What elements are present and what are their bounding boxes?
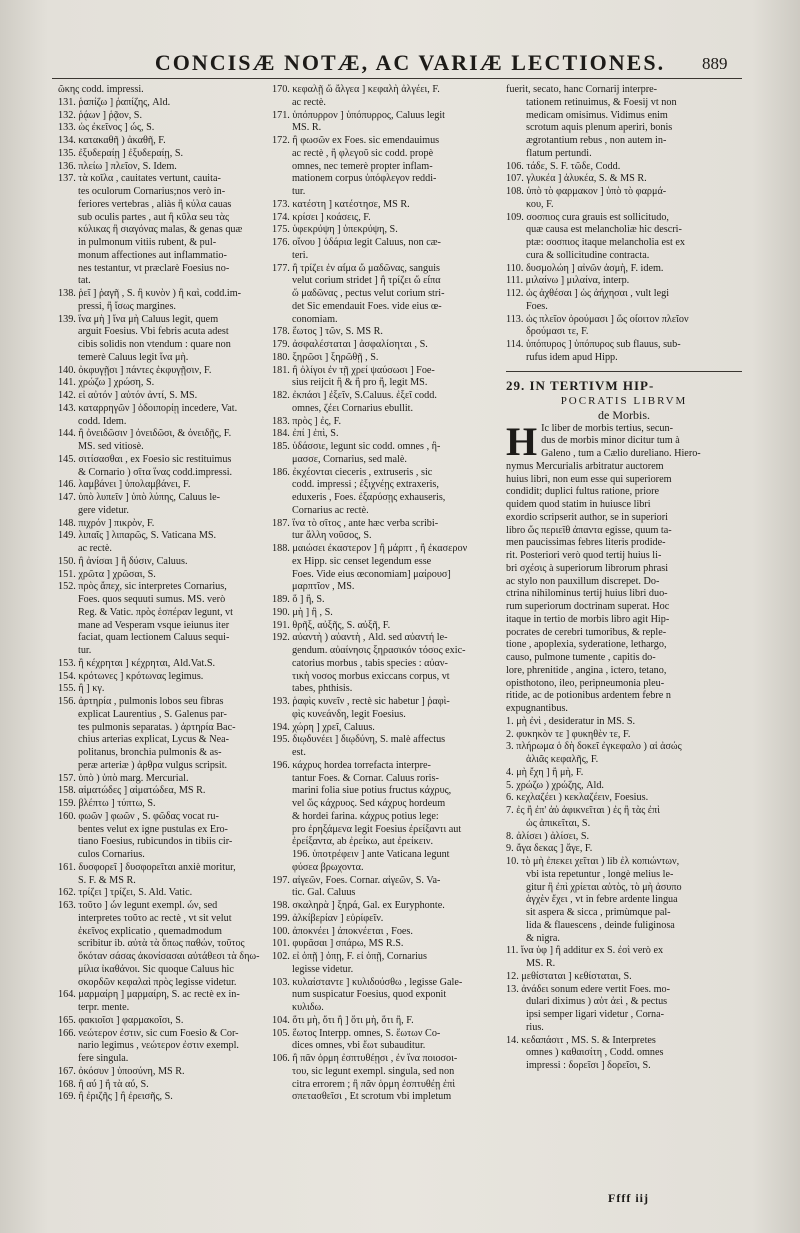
text-line: num suspicatur Foesius, quod exponit — [292, 989, 447, 1001]
text-line: rufus idem apud Hipp. — [526, 351, 618, 363]
text-line: δρούμασι τε, F. — [526, 326, 589, 338]
text-line: 149. λιπαῖς ] λιπαρῶς, S. Vaticana MS. — [58, 530, 217, 542]
text-line: 139. ἵνα μὴ ] ἵνα μὴ Caluus legit, quem — [58, 313, 219, 325]
text-line: 144. ἢ ὀνειδῶσιν ] ὀνειδῶσι, & ὀνειδῇς, F. — [58, 428, 232, 440]
text-line: 162. τρίζει ] τρίζει, S. Ald. Vatic. — [58, 887, 193, 899]
text-line: exordio scripserit author, se in superiori — [506, 511, 668, 523]
text-line: omnes ) καθαισίτη , Codd. omnes — [526, 1047, 664, 1059]
text-line: 175. ὑφεκρύψη ] ὑπεκρύψη, S. — [272, 224, 398, 236]
text-line: 172. ἢ φωσῶν ex Foes. sic emendauimus — [272, 135, 440, 146]
text-line: faciat, quam lectionem Caluus sequi- — [78, 632, 230, 644]
text-line: conomiam. — [292, 313, 338, 325]
text-line: mane ad Vesperam vsque ieiunus iter — [78, 619, 230, 631]
text-line: 189. ὅ ] ἢ, S. — [272, 594, 325, 605]
text-line: Foes. Vide eius œconomiam] μαίρουσ] — [292, 568, 451, 580]
text-line: 134. κατακαθῆ ) ἀκαθῆ, F. — [58, 135, 166, 146]
text-line: 111. μιλαίνω ] μιλαίνα, interp. — [506, 275, 630, 287]
text-line: μασσε, Cornarius, sed malè. — [292, 453, 407, 465]
text-line: 164. μαρμαίρη ] μαρμαίρη, S. ac rectè ex in- — [58, 989, 240, 1001]
text-line: bentes velut ex igne pustulas ex Ero- — [78, 823, 228, 835]
text-line: 2. φυκηκὸν τε ] φυκηθὲν τε, F. — [506, 728, 631, 740]
text-line: ritide, ac de potionibus ardentem febre n — [506, 690, 671, 702]
text-line: rum superiorum doctrinam superat. Hoc — [506, 601, 670, 612]
text-line: 9. ἄγα δεκας ] ἄγε, F. — [506, 843, 593, 855]
text-line: det Sic emendauit Foes. vide eius œ- — [292, 300, 442, 312]
text-line: Foes. — [526, 300, 548, 312]
text-line: 197. αἰγεῶν, Foes. Cornar. αἰγεῶν, S. Va- — [272, 874, 441, 886]
text-line: rius. — [526, 1021, 544, 1033]
text-line: interpretes τοῦτο ac rectè , vt sit velut — [78, 912, 232, 924]
text-line: sit aspera & sicca , primùmque pal- — [526, 907, 671, 918]
text-line: σπετασθεῖσι , Et scrotum vbi impletum — [292, 1091, 452, 1103]
text-line: κου, F. — [526, 198, 554, 210]
drop-cap: H — [506, 418, 538, 464]
text-line: fuerit, secato, hanc Cornarij interpre- — [506, 84, 658, 95]
text-line: condidit; duplici fultus ratione, priore — [506, 486, 660, 498]
text-line: ex Hipp. sic censet legendum esse — [292, 555, 432, 567]
text-line: feriores vertebras , aliàs ἢ κύλα cauas — [78, 198, 232, 210]
text-line: citra errorem ; ἢ πᾶν ὁρμη ἐσπτυθέῃ ἐπὶ — [292, 1078, 456, 1090]
text-line: in pulmonum vitiis rubent, & pul- — [78, 237, 217, 248]
text-line: 194. χώρη ] χρεῖ, Caluus. — [272, 721, 375, 733]
text-line: 173. κατέστη ] κατέστησε, MS R. — [272, 198, 410, 210]
text-line: est. — [292, 747, 306, 758]
text-line: dices omnes, vbi ἕωτ subauditur. — [292, 1040, 426, 1052]
text-line: 150. ἢ ἀνίσαι ] ἢ δύσιν, Caluus. — [58, 555, 188, 567]
text-line: Galeno , tum a Cælio dureliano. Hiero- — [541, 448, 701, 459]
text-line: chius arterias explicat, Lycus & Nea- — [78, 734, 230, 746]
text-line: 171. ὑπόπυρρον ] ὑπόπυρρος, Caluus legit — [272, 109, 446, 121]
text-line: 170. κεφαλῇ ὥ ἄλγεα ] κεφαλὴ ἀλγέει, F. — [272, 84, 440, 95]
text-line: mationem corpus ὑπόφλεγον reddi- — [292, 173, 437, 185]
text-line: 176. οἴνου ] ὑδάρια legit Caluus, non cæ- — [272, 237, 441, 248]
text-line: temerè Caluus legit ἵνα μὴ. — [78, 351, 189, 363]
section-subtitle: POCRATIS LIBRVM — [560, 394, 688, 407]
page-number: 889 — [702, 54, 728, 73]
text-line: 8. ἀλίσει ) ἀλίσει, S. — [506, 830, 590, 842]
text-line: 102. εἰ ὁπῇ ] ὁπῃ, F. εἰ ὁπῇ, Cornarius — [272, 951, 427, 962]
column-left — [58, 84, 270, 1104]
text-line: itaque in tertio de morbis libro agit Hip- — [506, 613, 670, 625]
text-line: 198. σκαληρὰ ] ξηρά, Gal. ex Euryphonte. — [272, 900, 445, 911]
text-line: tes oculorum Cornarius;nos verò in- — [78, 186, 226, 197]
text-line: 155. ἢ ] κγ. — [58, 683, 105, 695]
text-line: 152. πρὸς ἄπεχ, sic interpretes Cornarius, — [58, 581, 227, 593]
text-line: ac stylo non pauxillum discrepet. Do- — [506, 575, 660, 587]
text-line: arguit Foesius. Vbi febris acuta adest — [78, 326, 229, 338]
text-line: 177. ἢ τρίζει ἐν αἷμα ὥ μαδῶνας, sanguis — [272, 262, 440, 274]
text-line: 181. ἢ ὀλίγοι ἐν τῇ χρεί ψαύσωσι ] Foe- — [272, 364, 435, 376]
text-line: omnes, nec temerè propter inflam- — [292, 160, 433, 172]
text-line: 7. ἐς ἢ ἐπ' ἀὐ ἀφικνεῖται ) ἐς ἢ τὰς ἐπὶ — [506, 805, 660, 816]
text-line: 191. θρῆξ, αὐξῆς, S. αὐξῆ, F. — [272, 619, 391, 631]
column-middle — [272, 84, 500, 1104]
text-line: ὡς ἀπικεῖται, S. — [526, 817, 591, 829]
text-line: 154. κρότωνες ] κρότωνας legimus. — [58, 670, 204, 682]
text-line: pocrates de cerebri tumoribus, & reple- — [506, 626, 667, 638]
text-line: men paucissimas febres literis prodide- — [506, 537, 666, 549]
text-line: 138. ῥεῖ ] ῥαγῆ , S. ἢ κυνὸν ) ἢ καὶ, codd.im- — [58, 288, 242, 299]
text-line: 104. ὅτι μὴ, ὅτι ἢ ] ὅτι μὴ, ὅτι ἢ, F. — [272, 1014, 414, 1026]
text-line: tabes, phthisis. — [292, 683, 353, 695]
text-line: 131. ῥαπίζω ] ῥαπίζης, Ald. — [58, 96, 171, 108]
text-line: tationem retinuimus, & Foesij vt non — [526, 96, 677, 108]
text-line: 132. ῥᾴων ] ῥᾷον, S. — [58, 109, 143, 121]
text-line: pro ἐρηξάμενα legit Foesius ἐρείξαντι aut — [292, 823, 462, 835]
text-line: 193. ῥαφὶς κυνεῖν , rectè sic habetur ] ῥαφὶ- — [272, 696, 450, 707]
text-line: nymus Mercurialis arbitratur auctorem — [506, 460, 664, 472]
text-line: 146. λαμβάνει ] ὑπολαμβάνει, F. — [58, 479, 191, 491]
text-line: dus de morbis minor dicitur tum à — [541, 435, 680, 447]
text-line: 109. σοσπιος cura grauis est sollicitudo, — [506, 211, 669, 223]
text-line: 112. ὡς ἀχθέσαι ] ὡς ἀήχησαι , vult legi — [506, 288, 670, 299]
text-line: ἀγχὲν ἔχει , vt in febre ardente lingua — [526, 894, 678, 906]
text-line: tur. — [292, 186, 306, 197]
text-line: Reg. & Vatic. πρὸς ἑσπέραν legunt, vt — [78, 606, 233, 618]
text-line: monum affectiones aut inflammatio- — [78, 249, 227, 261]
page-header: CONCISÆ NOTÆ, AC VARIÆ LECTIONES. — [154, 50, 666, 75]
text-line: Foes. quos sequuti sumus. MS. verò — [78, 594, 226, 605]
text-line: politanus, bronchia pulmonis & as- — [78, 747, 222, 758]
text-line: sius reijcit ἢ & ἢ pro ἢ, legit MS. — [292, 377, 428, 389]
text-line: omnes, ζέει Cornarius ebullit. — [292, 402, 414, 414]
text-line: teri. — [292, 249, 309, 261]
text-line: huius libri, non eum esse qui superiorem — [506, 473, 672, 485]
text-line: ῶκης codd. impressi. — [58, 84, 144, 95]
text-line: 156. ἀρτηρία , pulmonis lobos seu fibras — [58, 696, 224, 707]
text-line: ac rectè. — [292, 96, 326, 108]
text-line: 199. ἀλκίβερίαν ] εὐρίφεῖν. — [272, 912, 384, 924]
text-line: του, sic legunt exempl. singula, sed non — [292, 1065, 455, 1077]
text-line: 11. ἵνα ὑφ ] ἢ additur ex S. ἐσὶ verò ex — [506, 945, 664, 957]
text-line: ptæ: σοσπιος itaque melancholia est ex — [526, 237, 685, 248]
section-divider — [506, 371, 742, 372]
text-line: 158. αἱματώδες ] αἱματώδεα, MS R. — [58, 785, 206, 797]
text-line: 147. ὑπὸ λυπεῖν ] ὑπὸ λύπης, Caluus le- — [58, 492, 221, 503]
text-line: explicat Laurentius , S. Galenus par- — [78, 708, 227, 720]
text-line: ὥ μαδῶνας , pectus velut corium stri- — [292, 288, 445, 299]
text-line: 106. ἢ πᾶν ὁρμη ἐσπτυθέῃσι , ἐν ἵνα ποιοσοι- — [272, 1053, 458, 1064]
text-line: 166. νεώτερον ἐστιν, sic cum Foesio & Cor- — [58, 1027, 239, 1039]
text-line: μαρπτῖον , MS. — [292, 581, 355, 593]
text-line: tione , apoplexia, syderatione, lethargo, — [506, 639, 667, 651]
text-line: tur ἄλλη νοῦσος, S. — [292, 530, 372, 542]
text-line: ipsi semper ligari videtur , Corna- — [526, 1009, 665, 1020]
text-line: 140. ὀκφυγῇσι ] πάντες ἐκφυγῇσιν, F. — [58, 364, 212, 376]
header-rule — [52, 78, 742, 79]
text-line: culos Cornarius. — [78, 849, 145, 860]
text-line: 12. μεθίσταται ] κεθίσταται, S. — [506, 970, 632, 982]
text-line: 195. διῳδυνέει ] διῳδύνη, S. malè affectus — [272, 734, 446, 746]
text-line: tantur Foes. & Cornar. Caluus roris- — [292, 772, 439, 784]
text-line: 137. τὰ κοῖλα , cauitates vertunt, cauita- — [58, 173, 221, 185]
text-line: ἐκεῖνος explicatio , quemadmodum — [78, 925, 222, 937]
text-line: scrotum aquis plenum aperiri, bonis — [526, 122, 673, 134]
text-line: 174. κρίσει ] κοάσεις, F. — [272, 211, 371, 223]
text-line: 192. αὐαντὴ ) αὐαντὴ , Ald. sed αὐαντή le- — [272, 632, 448, 644]
text-line: 196. κάχρυς hordea torrefacta interpre- — [272, 759, 431, 771]
text-line: 196. ὑποτρέφειν ] ante Vaticana legunt — [292, 849, 450, 860]
text-line: 1. μὴ ἐνὶ , desideratur in MS. S. — [506, 715, 636, 727]
section-subtitle-2: de Morbis. — [598, 407, 650, 422]
text-line: ἀλιᾶς κεφαλῆς, F. — [526, 754, 599, 765]
text-line: μίλια ἰκαθάνοι. Sic quoque Caluus hic — [78, 963, 234, 975]
text-line: 145. σιτίσασθαι , ex Foesio sic restituimus — [58, 453, 232, 465]
column-right — [506, 84, 742, 1073]
text-line: 142. εἰ αὐτόν ] αὐτόν ἀντί, S. MS. — [58, 390, 198, 401]
text-line: σκορδῶν κεφαλαὶ πρὸς legisse videtur. — [78, 976, 237, 988]
text-line: ὅκόταν σάσας ἀκονίσασαι αὐτάθεσι τὰ δηω- — [78, 951, 260, 962]
text-line: marini folia siue potius fructus κάχρυς, — [292, 785, 452, 797]
text-line: sub oculis partes , aut ἢ κῦλα seu τὰς — [78, 211, 230, 223]
text-line: causo, pulmone tumente , capitis do- — [506, 652, 656, 663]
text-line: MS. R. — [292, 122, 322, 134]
section-title: 29. IN TERTIVM HIP- — [506, 377, 655, 393]
text-line: 103. κυλαίσταντε ] κυλιδούσθω , legisse Gale- — [272, 976, 463, 988]
text-line: nes testantur, vt præclarè Foesius no- — [78, 262, 230, 274]
text-line: & nigra. — [526, 932, 560, 944]
text-line: eduxeris , Foes. ἐξαρύσῃς exhauseris, — [292, 492, 446, 503]
text-line: S. F. & MS R. — [78, 874, 136, 886]
text-line: 100. ἀποκνέει ] ἀποκνέεται , Foes. — [272, 925, 413, 937]
section-intro — [506, 418, 742, 716]
text-line: 160. φωῶν ] φωῶν , S. φῶδας vocat ru- — [58, 810, 219, 822]
text-line: legisse videtur. — [292, 963, 354, 975]
text-line: 114. ὑπόπυρος ] ὑπόπυρος sub flauus, sub- — [506, 339, 681, 350]
text-line: lore, phrenitide , angina , ictero, tetano, — [506, 664, 667, 676]
text-line: rit. Posteriori verò quod tertij huius li- — [506, 550, 662, 561]
text-line: 4. μὴ ἔχη ] ἢ μὴ, F. — [506, 766, 584, 778]
text-line: impressi : δορεῖσι ] δορεῖσι, S. — [526, 1060, 651, 1071]
text-line: libro ὥς περιεῖθ ἀπαντα egisse, quum ta- — [506, 524, 672, 536]
text-line: 110. δυσμολώη ] αἰνῶν ἀσμὴ, F. idem. — [506, 262, 664, 274]
text-line: ctrina nihilominus tertij huius libri duo- — [506, 588, 668, 600]
text-line: codd. impressi ; ἐξιχνέῃς extraxeris, — [292, 479, 439, 491]
text-line: 163. τοῦτο ] ὧν legunt exempl. ὧν, sed — [58, 900, 218, 911]
text-line: κύλικας ἢ σιαγόνας malas, & genas quæ — [78, 224, 243, 236]
text-line: 135. ἐξυδεραίῃ ] ἐξυδεραίῃ, S. — [58, 147, 184, 159]
text-line: κυλιδω. — [292, 1002, 324, 1013]
text-line: ægrotantium rebus , non autem in- — [526, 135, 667, 146]
text-line: scribitur ib. αὐτὰ τὰ ὅπως παθών, τοῦτος — [78, 938, 245, 950]
text-line: 148. πιχρόν ] πικρὸν, F. — [58, 517, 155, 529]
text-line: 153. ἢ κέχρηται ] κέχρηται, Ald.Vat.S. — [58, 657, 216, 669]
text-line: 13. ἀνάδει sonum edere vertit Foes. mo- — [506, 983, 671, 995]
text-line: 113. ὡς πλεῖον ὀρούμασι ] ὥς οἷοιτον πλεῖον — [506, 313, 689, 325]
text-line: 184. ἐπί ] ἐπὶ, S. — [272, 428, 339, 440]
text-line: 108. ὑπὸ τὸ φαρμακον ] ὑπὸ τὸ φαρμά- — [506, 186, 667, 197]
text-line: medicam omisimus. Vidimus enim — [526, 109, 668, 121]
text-line: 151. χρῶτα ] χρῶσαι, S. — [58, 568, 156, 580]
text-line: tic. Gal. Caluus — [292, 887, 356, 899]
text-line: lida & flauescens , deinde fuliginosa — [526, 919, 675, 931]
text-line: gitur ἢ ἐπὶ χρίεται αὐτὸς, τὸ μὴ ἀσυπο — [526, 881, 682, 893]
text-line: 188. μαιώσει ἐκαστερον ] ἢ μάρπτ , ἢ ἐκασερον — [272, 543, 468, 554]
text-line: pressi, ἢ ἴσως margines. — [78, 300, 176, 312]
text-line: 10. τὸ μὴ ἐπεκει χεῖται ) lib ἐλ κοπιώντων, — [506, 856, 680, 867]
text-line: φὶς κυνεάνδη, legit Foesius. — [292, 708, 406, 720]
text-line: τικὴ νοσος morbus exiccans corpus, vt — [292, 670, 450, 682]
text-line: codd. Idem. — [78, 415, 127, 427]
text-line: 182. ἐκπάσι ] ἐξεῖν, S.Caluus. ἐξεῖ codd. — [272, 390, 437, 401]
text-line: 161. δυσφορεῖ ] δυσφορεῖται anxiè moritur, — [58, 861, 236, 873]
text-line: bri σχέσις à superiorum librorum phrasi — [506, 562, 669, 574]
text-line: 159. βλέπτω ] τύπτω, S. — [58, 798, 156, 809]
text-line: tat. — [78, 275, 91, 287]
text-line: 3. πλήρωμα ὁ δὴ δοκεῖ ἐγκεφαλο ) αἱ ἀσώς — [506, 741, 682, 753]
text-line: vbi ista repetuntur , longè melius le- — [526, 868, 674, 880]
text-line: 107. γλυκέα ] ἁλυκέα, S. & MS R. — [506, 173, 647, 185]
text-line: ac rectè , ἢ φλεγοῦ sic codd. propè — [292, 147, 434, 159]
text-line: 168. ἢ αὖ ] ἢ τὰ αὖ, S. — [58, 1078, 149, 1090]
text-line: tiano Foesius, rubicundos in tibiis cir- — [78, 836, 233, 848]
text-line: opisthotono, ileo, peripneumonia pleu- — [506, 677, 665, 689]
text-line: nario legimus , νεώτερον ἐστιν exempl. — [78, 1040, 239, 1052]
text-line: 169. ἢ ἐριζῆς ] ἢ ἐρεισῆς, S. — [58, 1091, 173, 1103]
text-line: quæ causa est melancholiæ hic descri- — [526, 224, 682, 236]
text-line: 101. φυρᾶσαι ] σπάρω, MS R.S. — [272, 938, 404, 950]
text-line: terpr. mente. — [78, 1002, 130, 1013]
text-line: 180. ξηρῶσι ] ξηρῶθῇ , S. — [272, 351, 379, 363]
text-line: ac rectè. — [78, 543, 112, 554]
text-line: Ic liber de morbis tertius, secun- — [541, 422, 673, 434]
text-line: & Cornario ) σῖτα ἵνας codd.impressi. — [78, 466, 233, 478]
text-line: 187. ἵνα τὸ σῖτος , ante hæc verba scribi- — [272, 517, 439, 529]
text-line: catorius morbus , tabis species : αὐαν- — [292, 657, 448, 669]
text-line: gere videtur. — [78, 504, 129, 516]
text-line: & hordei farina. κάχρυς potius lege: — [292, 810, 439, 822]
text-line: tes pulmonis separatas. ) ἀρτηρία Bac- — [78, 721, 236, 733]
text-line: velut corium stridet ] ἢ τρίζει ὥ εἶπα — [292, 275, 441, 287]
text-line: tur. — [78, 645, 92, 656]
text-line: quidem quod statim in huiusce libri — [506, 499, 651, 510]
text-line: 185. ὑδάσσιε, legunt sic codd. omnes , ἢ- — [272, 441, 441, 452]
text-line: 143. καταρρηγῶν ] ὁδοιπορίῃ incedere, Vat. — [58, 402, 238, 414]
text-line: 179. ἀσφαλέσταται ] ἀσφαλίσηται , S. — [272, 339, 428, 350]
text-line: peræ arteriæ ) ἀρθρα vulgus scripsit. — [78, 759, 228, 771]
text-line: ἐρείξαντα, ab ἐρείκω, aut ἐρείκειν. — [292, 836, 434, 848]
text-line: φύσεα βρωχοντα. — [292, 861, 364, 873]
text-line: 157. ὑπὸ ) ὑπὸ marg. Mercurial. — [58, 772, 189, 784]
text-line: gendum. αὐαίνησις ξηρασικόν τόσος exic- — [292, 645, 466, 656]
text-line: 14. κεδαπάσιτ , MS. S. & Interpretes — [506, 1034, 656, 1046]
text-line: 183. πρὸς ] ἐς, F. — [272, 415, 342, 427]
signature-mark: Ffff iij — [608, 1191, 649, 1205]
text-line: 106. τάδε, S. F. τῶδε, Codd. — [506, 160, 621, 172]
text-line: cura & sollicitudine contracta. — [526, 249, 650, 261]
text-line: 186. ἐκχέονται cieceris , extruseris , sic — [272, 466, 433, 478]
text-line: 133. ὡς ἐκεῖνος ] ὧς, S. — [58, 122, 155, 134]
text-line: 190. μὴ ] ἢ , S. — [272, 606, 333, 618]
text-line: cibis solidis non vtendum : quare non — [78, 339, 231, 350]
text-line: fere singula. — [78, 1053, 129, 1064]
text-line: 5. χρώζω ) χρώζης, Ald. — [506, 779, 604, 791]
text-line: dulari diximus ) αὐτ ἀεὶ , & pectus — [526, 996, 668, 1008]
text-line: 136. πλείω ] πλεῖον, S. Idem. — [58, 160, 177, 172]
text-line: 6. κεχλαζέει ) κεκλαζέειν, Foesius. — [506, 792, 649, 804]
text-line: 178. ἕωτος ] τῶν, S. MS R. — [272, 326, 383, 338]
text-line: 105. ἕωτος Interpp. omnes, S. ἕωτων Co- — [272, 1027, 441, 1039]
text-line: 141. χρώζω ] χρώση, S. — [58, 377, 155, 389]
text-line: flatum pertundi. — [526, 147, 592, 159]
text-line: MS. sed vitiosè. — [78, 441, 144, 452]
text-line: vel ὥς κάχρυος. Sed κάχρυς hordeum — [292, 798, 446, 809]
text-line: MS. R. — [526, 958, 556, 969]
text-line: Cornarius ac rectè. — [292, 504, 369, 516]
text-line: 165. φακιοῖσι ] φαρμακοῖσι, S. — [58, 1014, 184, 1026]
text-line: expugnantibus. — [506, 703, 568, 714]
text-line: 167. ὀκόσυν ] ὑποσύνη, MS R. — [58, 1065, 185, 1077]
